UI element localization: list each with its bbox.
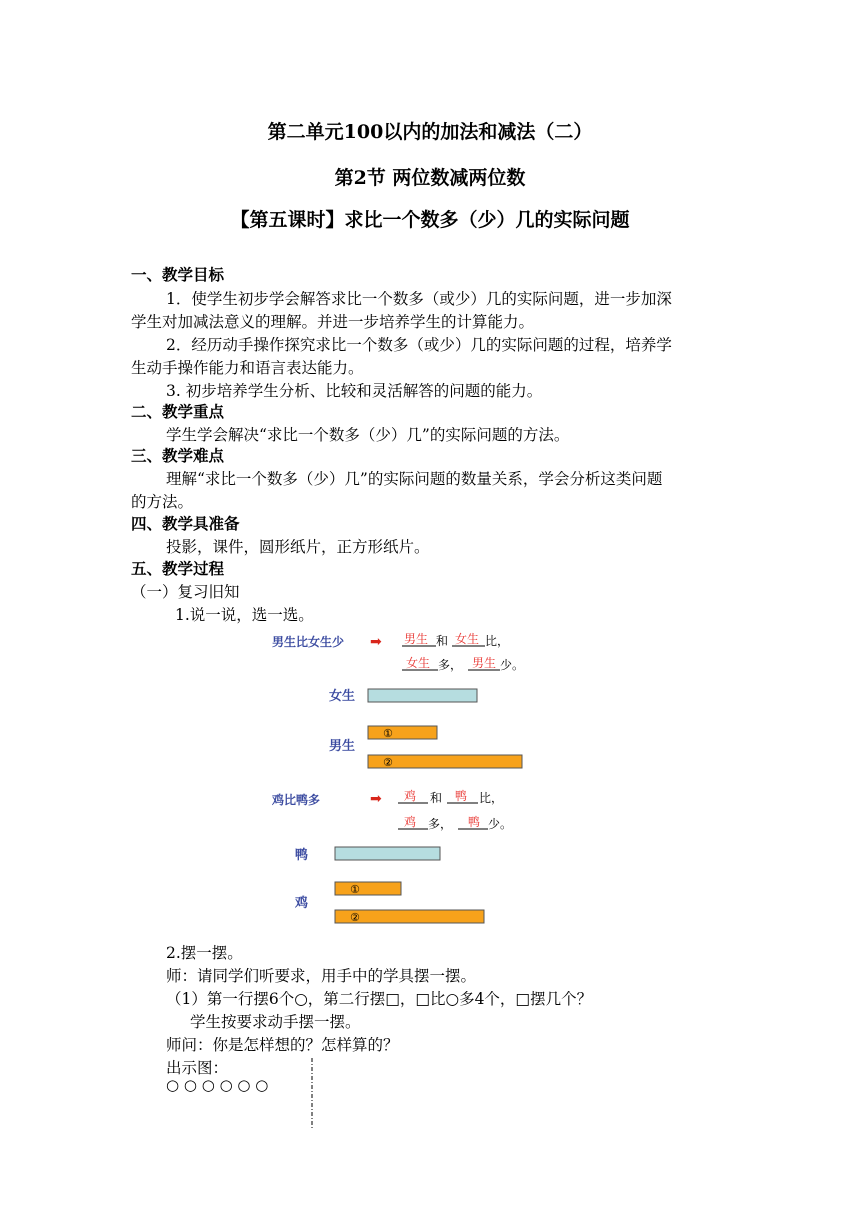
label-boys: 男生 (329, 739, 356, 754)
figure-q1-and: 和 (436, 634, 449, 648)
task-1-question: （1）第一行摆6个○，第二行摆□，□比○多4个，□摆几个？ (166, 990, 593, 1008)
label-ducks: 鸭 (295, 848, 309, 863)
bar-ducks (335, 847, 440, 860)
process-step-1: 1.说一说，选一选。 (175, 606, 314, 624)
figure-q2-duo: 多， (428, 817, 453, 831)
option-2-mark: ② (383, 756, 393, 769)
answer-girl: 女生 (455, 632, 480, 646)
figure-q1-shao: 少。 (500, 658, 525, 672)
unit-title: 第二单元100以内的加法和减法（二） (267, 121, 593, 143)
heading-difficulties: 三、教学难点 (131, 446, 225, 465)
answer-boy: 男生 (404, 632, 429, 646)
teacher-instruction: 师：请同学们听要求，用手中的学具摆一摆。 (166, 967, 477, 985)
heading-preparation: 四、教学具准备 (131, 514, 240, 533)
arrow-icon: ➡ (370, 791, 382, 807)
answer-duck: 鸭 (468, 815, 481, 829)
figure-q2-bi: 比， (479, 791, 504, 805)
heading-process: 五、教学过程 (131, 559, 225, 578)
process-step-2: 2.摆一摆。 (166, 944, 243, 962)
heading-goals: 一、教学目标 (131, 265, 225, 284)
answer-chicken: 鸡 (404, 789, 417, 803)
student-activity: 学生按要求动手摆一摆。 (190, 1013, 361, 1031)
option-1-mark: ① (350, 883, 360, 896)
goal-2-line-1: 2．经历动手操作探究求比一个数多（或少）几的实际问题的过程，培养学 (166, 336, 672, 354)
lesson-title: 【第五课时】求比一个数多（少）几的实际问题 (230, 209, 630, 231)
heading-key-points: 二、教学重点 (131, 402, 225, 421)
figure-q1-bi: 比， (485, 634, 510, 648)
figure-q2-text: 鸡比鸭多 (272, 793, 321, 807)
teacher-question: 师问：你是怎样想的？怎样算的？ (166, 1036, 399, 1054)
show-figure-label: 出示图： (166, 1059, 229, 1077)
answer-girl: 女生 (406, 656, 431, 670)
label-chickens: 鸡 (295, 896, 309, 911)
option-2-mark: ② (350, 911, 360, 924)
difficulty-line-1: 理解“求比一个数多（少）几”的实际问题的数量关系，学会分析这类问题 (166, 470, 663, 488)
bar-girls (368, 689, 477, 702)
figure-q1-text: 男生比女生少 (272, 635, 345, 649)
goal-2-line-2: 生动手操作能力和语言表达能力。 (131, 359, 364, 377)
answer-duck: 鸭 (455, 789, 468, 803)
bar-chickens-option-1 (335, 882, 401, 895)
arrow-icon: ➡ (370, 634, 382, 650)
goal-1-line-1: 1．使学生初步学会解答求比一个数多（或少）几的实际问题，进一步加深 (166, 290, 672, 308)
section-title: 第2节 两位数减两位数 (334, 167, 526, 189)
bar-boys-option-1 (368, 726, 437, 739)
label-girls: 女生 (329, 689, 356, 704)
option-1-mark: ① (383, 727, 393, 740)
circle-row: ○ ○ ○ ○ ○ ○ (166, 1076, 269, 1094)
goal-3: 3. 初步培养学生分析、比较和灵活解答的问题的能力。 (166, 382, 543, 400)
key-point-text: 学生学会解决“求比一个数多（少）几”的实际问题的方法。 (166, 426, 570, 444)
figure-q2-and: 和 (430, 791, 443, 805)
preparation-text: 投影，课件，圆形纸片，正方形纸片。 (166, 538, 430, 556)
process-review-heading: （一）复习旧知 (131, 583, 240, 601)
answer-chicken: 鸡 (404, 815, 417, 829)
difficulty-line-2: 的方法。 (131, 493, 194, 511)
goal-1-line-2: 学生对加减法意义的理解。并进一步培养学生的计算能力。 (131, 313, 535, 331)
figure-q2-shao: 少。 (488, 817, 513, 831)
figure-q1-duo: 多， (438, 658, 463, 672)
answer-boy: 男生 (472, 656, 497, 670)
